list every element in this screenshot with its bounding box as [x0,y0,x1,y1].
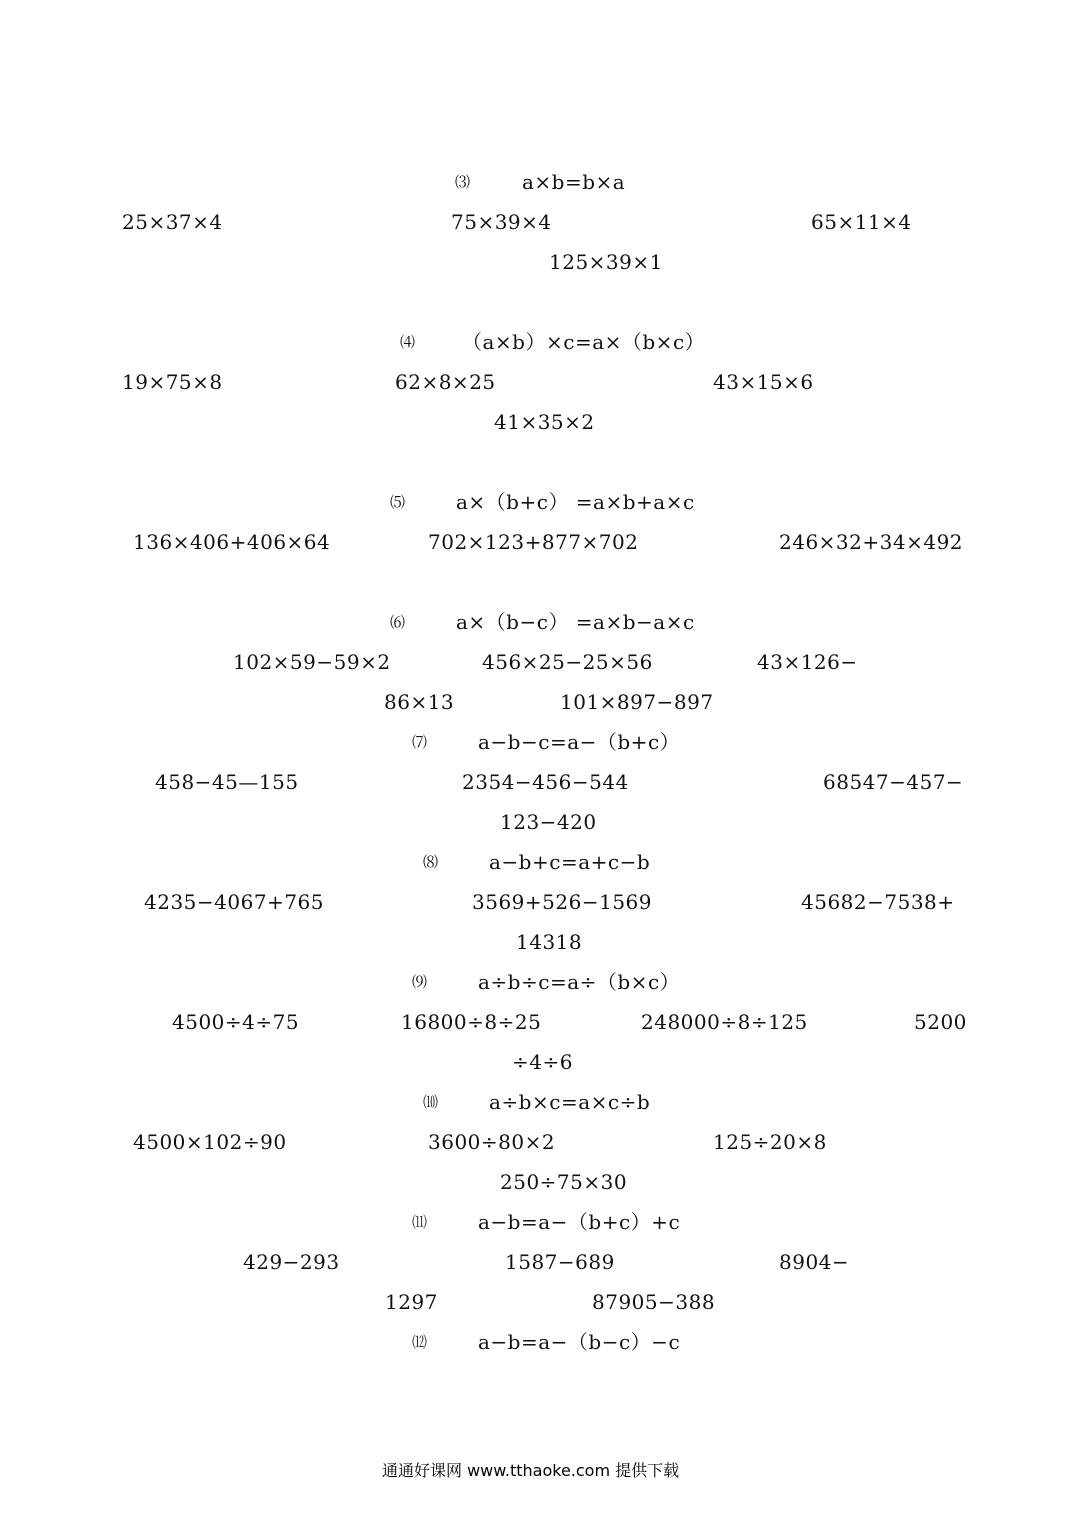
exercise: 458−45—155 [155,770,299,794]
exercise: 4235−4067+765 [144,890,324,914]
exercise: 87905−388 [592,1290,716,1314]
exercise: 45682−7538+ [801,890,955,914]
section-number: ⑷ [400,333,416,351]
law-formula: a−b−c=a−（b+c） [478,730,681,754]
exercise: 86×13 [384,690,455,714]
exercise: 1297 [385,1290,438,1314]
exercise: 19×75×8 [122,370,223,394]
exercise: 14318 [516,930,583,954]
exercise: 702×123+877×702 [428,530,639,554]
section-number: ⑼ [412,973,428,991]
law-formula: a÷b÷c=a÷（b×c） [478,970,681,994]
law-formula: a×b=b×a [522,170,626,194]
exercise: 68547−457− [823,770,964,794]
exercise: 125×39×1 [549,250,663,274]
exercise: 5200 [914,1010,967,1034]
exercise: 43×15×6 [713,370,814,394]
exercise: 75×39×4 [451,210,552,234]
exercise: 1587−689 [505,1250,615,1274]
exercise: 62×8×25 [395,370,496,394]
exercise: 3569+526−1569 [472,890,652,914]
exercise: 43×126− [757,650,858,674]
section-number: ⑺ [412,733,428,751]
exercise: 101×897−897 [560,690,714,714]
section-number: ⑽ [423,1093,439,1111]
exercise: ÷4÷6 [512,1050,573,1074]
exercise: 4500÷4÷75 [172,1010,300,1034]
law-formula: a−b=a−（b+c）+c [478,1210,681,1234]
page-footer: 通通好课网 www.tthaoke.com 提供下载 [382,1461,680,1480]
law-formula: a÷b×c=a×c÷b [489,1090,651,1114]
law-formula: a×（b+c） =a×b+a×c [456,490,695,514]
section-number: ⑶ [455,173,471,191]
exercise: 41×35×2 [494,410,595,434]
exercise: 65×11×4 [811,210,912,234]
law-formula: a−b=a−（b−c）−c [478,1330,681,1354]
exercise: 250÷75×30 [500,1170,628,1194]
exercise: 25×37×4 [122,210,223,234]
exercise: 4500×102÷90 [133,1130,287,1154]
section-number: ⑸ [390,493,406,511]
exercise: 102×59−59×2 [233,650,391,674]
exercise: 136×406+406×64 [133,530,331,554]
exercise: 123−420 [500,810,597,834]
exercise: 248000÷8÷125 [641,1010,808,1034]
law-formula: （a×b）×c=a×（b×c） [462,330,706,354]
exercise: 3600÷80×2 [428,1130,556,1154]
exercise: 125÷20×8 [713,1130,827,1154]
exercise: 16800÷8÷25 [401,1010,542,1034]
section-number: ⑿ [412,1333,428,1351]
section-number: ⑾ [412,1213,428,1231]
section-number: ⑹ [390,613,406,631]
law-formula: a×（b−c） =a×b−a×c [456,610,695,634]
exercise: 429−293 [243,1250,340,1274]
exercise: 2354−456−544 [462,770,629,794]
exercise: 456×25−25×56 [482,650,653,674]
exercise: 246×32+34×492 [779,530,964,554]
law-formula: a−b+c=a+c−b [489,850,651,874]
section-number: ⑻ [423,853,439,871]
exercise: 8904− [779,1250,850,1274]
